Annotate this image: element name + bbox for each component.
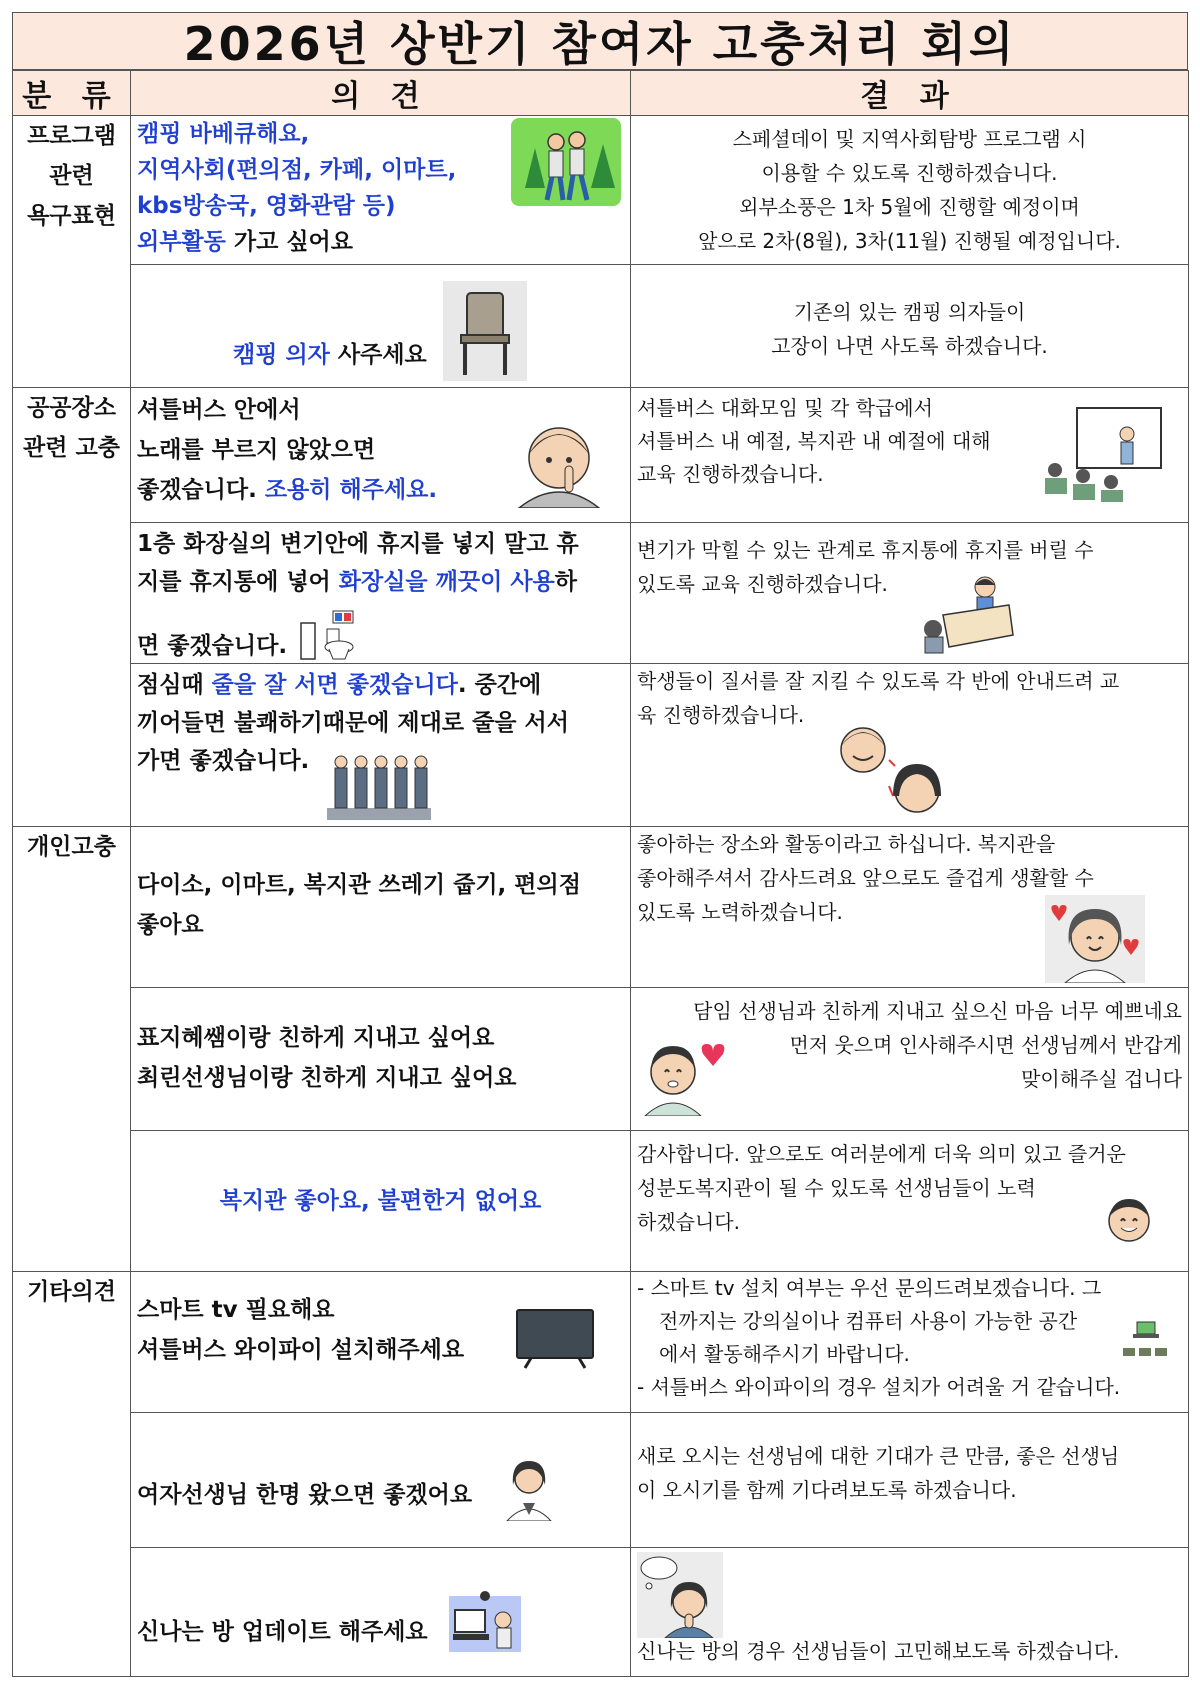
result-line: 먼저 웃으며 인사해주시면 선생님께서 반갑게 (789, 1033, 1182, 1057)
result-cell (631, 1272, 1189, 1413)
opinion-cell (131, 1413, 631, 1548)
opinion-line: 면 좋겠습니다. (137, 633, 288, 659)
result-line: 전까지는 강의실이나 컴퓨터 사용이 가능한 공간 (659, 1309, 1078, 1333)
table-row (13, 388, 1189, 523)
opinion-cell (131, 1131, 631, 1272)
table-row (13, 523, 1189, 664)
result-line: 신나는 방의 경우 선생님들이 고민해보도록 하겠습니다. (637, 1639, 1120, 1663)
result-cell (631, 388, 1189, 523)
result-line: 에서 활동해주시기 바랍니다. (659, 1342, 910, 1366)
opinion-line: 지역사회(편의점, 카페, 이마트, (137, 157, 457, 183)
opinion-text: 좋겠습니다. (137, 477, 265, 503)
table-row (13, 1413, 1189, 1548)
header-result: 결 과 (631, 71, 1189, 116)
result-cell (631, 523, 1189, 664)
category-line: 욕구표현 (27, 203, 116, 229)
smiling-woman-hearts-icon (1045, 895, 1145, 983)
opinion-line: 스마트 tv 필요해요 (137, 1297, 335, 1323)
opinion-line: 복지관 좋아요, 불편한거 없어요 (219, 1188, 542, 1214)
opinion-line (137, 563, 624, 601)
classroom-icon (1041, 406, 1163, 502)
opinion-line (137, 666, 624, 704)
result-line: 학생들이 질서를 잘 지킬 수 있도록 각 반에 안내드려 교 (637, 669, 1120, 693)
result-line: 스페셜데이 및 지역사회탐방 프로그램 시 (732, 127, 1087, 151)
result-line: - 스마트 tv 설치 여부는 우선 문의드려보겠습니다. 그 (637, 1276, 1102, 1300)
talking-people-icon (837, 724, 947, 820)
opinion-text: 사주세요 (329, 342, 427, 368)
opinion-text: 가고 싶어요 (225, 229, 353, 255)
header-category: 분 류 (13, 71, 131, 116)
header-opinion: 의 견 (131, 71, 631, 116)
opinion-cell (131, 1548, 631, 1677)
result-cell (631, 116, 1189, 265)
result-line: 감사합니다. 앞으로도 여러분에게 더욱 의미 있고 즐거운 (637, 1142, 1126, 1166)
quiet-person-icon (509, 416, 609, 508)
table-row (13, 1548, 1189, 1677)
category-program (13, 116, 131, 388)
result-line: 외부소풍은 1차 5월에 진행할 예정이며 (739, 195, 1080, 219)
tv-icon (515, 1308, 595, 1370)
result-line: 담임 선생님과 친하게 지내고 싶으신 마음 너무 예쁘네요 (693, 999, 1182, 1023)
opinion-emphasis: 화장실을 깨끗이 사용 (338, 569, 555, 595)
computer-room-icon (1121, 1320, 1171, 1360)
result-line: 맞이해주실 겁니다 (1021, 1067, 1182, 1091)
smiling-face-icon (1105, 1195, 1153, 1243)
opinion-emphasis: 캠핑 의자 (233, 342, 330, 368)
table-row (13, 1272, 1189, 1413)
result-line: 좋아해주셔서 감사드려요 앞으로도 즐겁게 생활할 수 (637, 866, 1094, 890)
opinion-text: 점심때 (137, 672, 212, 698)
opinion-cell (131, 116, 631, 265)
opinion-cell (131, 827, 631, 988)
result-cell (631, 1413, 1189, 1548)
result-line: 고장이 나면 사도록 하겠습니다. (771, 334, 1048, 358)
hikers-icon (511, 118, 621, 206)
result-line: 새로 오시는 선생님에 대한 기대가 큰 만큼, 좋은 선생님 (637, 1444, 1120, 1468)
queue-icon (327, 754, 431, 820)
grievance-table (12, 70, 1189, 1677)
page-title: 2026년 상반기 참여자 고충처리 회의 (12, 12, 1188, 70)
result-cell (631, 827, 1189, 988)
table-row (13, 265, 1189, 388)
result-line: 앞으로 2차(8월), 3차(11월) 진행될 예정입니다. (698, 229, 1121, 253)
chair-icon (443, 281, 527, 381)
result-line: 셔틀버스 내 예절, 복지관 내 예절에 대해 (637, 429, 991, 453)
opinion-cell (131, 1272, 631, 1413)
category-personal: 개인고충 (13, 827, 131, 1272)
table-row (13, 827, 1189, 988)
opinion-line: 최린선생님이랑 친하게 지내고 싶어요 (137, 1065, 517, 1091)
result-line: 성분도복지관이 될 수 있도록 선생님들이 노력 (637, 1176, 1036, 1200)
result-line: 교육 진행하겠습니다. (637, 462, 824, 486)
result-line: 기존의 있는 캠핑 의자들이 (793, 300, 1026, 324)
opinion-line: 셔틀버스 와이파이 설치해주세요 (137, 1337, 465, 1363)
category-line: 관련 (49, 163, 94, 189)
opinion-line: 가면 좋겠습니다. (137, 748, 310, 774)
result-cell (631, 265, 1189, 388)
opinion-text: 지를 휴지통에 넣어 (137, 569, 339, 595)
opinion-cell (131, 664, 631, 827)
opinion-line: 끼어들면 불쾌하기때문에 제대로 줄을 서서 (137, 710, 569, 736)
result-line: 셔틀버스 대화모임 및 각 학급에서 (637, 396, 933, 420)
result-line: 있도록 노력하겠습니다. (637, 900, 843, 924)
opinion-emphasis: 줄을 잘 서면 좋겠습니다 (211, 672, 458, 698)
opinion-cell (131, 388, 631, 523)
result-cell (631, 988, 1189, 1131)
opinion-cell (131, 523, 631, 664)
table-row (13, 116, 1189, 265)
meeting-icon (921, 575, 1015, 655)
result-line: 변기가 막힐 수 있는 관계로 휴지통에 휴지를 버릴 수 (637, 538, 1094, 562)
happy-person-heart-icon (639, 1032, 735, 1116)
result-cell (631, 1548, 1189, 1677)
opinion-line: 캠핑 바베큐해요, (137, 121, 310, 147)
result-cell (631, 1131, 1189, 1272)
female-teacher-icon (503, 1455, 555, 1521)
opinion-line: 좋아요 (137, 912, 204, 938)
result-line: 육 진행하겠습니다. (637, 703, 805, 727)
opinion-text: 하 (554, 569, 577, 595)
result-line: 하겠습니다. (637, 1210, 740, 1234)
opinion-line: 다이소, 이마트, 복지관 쓰레기 줍기, 편의점 (137, 872, 581, 898)
opinion-text: . 중간에 (457, 672, 542, 698)
toilet-icon (299, 609, 357, 661)
opinion-line: 1층 화장실의 변기안에 휴지를 넣지 말고 휴 (137, 531, 579, 557)
opinion-line: 표지혜쌤이랑 친하게 지내고 싶어요 (137, 1025, 495, 1051)
result-cell (631, 664, 1189, 827)
result-line: 이용할 수 있도록 진행하겠습니다. (761, 161, 1058, 185)
opinion-line (137, 224, 624, 260)
table-row (13, 988, 1189, 1131)
category-line: 프로그램 (27, 123, 116, 149)
opinion-cell (131, 988, 631, 1131)
opinion-line: 신나는 방 업데이트 해주세요 (137, 1619, 428, 1645)
header-row (13, 71, 1189, 116)
category-line: 관련 고충 (23, 435, 120, 461)
opinion-line: 셔틀버스 안에서 (137, 397, 301, 423)
table-row (13, 1131, 1189, 1272)
opinion-emphasis: 외부활동 (137, 229, 226, 255)
category-public (13, 388, 131, 827)
result-line: 좋아하는 장소와 활동이라고 하십니다. 복지관을 (637, 832, 1056, 856)
opinion-cell (131, 265, 631, 388)
result-line: - 셔틀버스 와이파이의 경우 설치가 어려울 거 같습니다. (637, 1375, 1121, 1399)
opinion-line: 노래를 부르지 않았으면 (137, 437, 376, 463)
result-line: 이 오시기를 함께 기다려보도록 하겠습니다. (637, 1478, 1017, 1502)
result-line: 있도록 교육 진행하겠습니다. (637, 572, 888, 596)
karaoke-room-icon (449, 1590, 521, 1652)
category-line: 공공장소 (27, 395, 116, 421)
opinion-line: 여자선생님 한명 왔으면 좋겠어요 (137, 1482, 473, 1508)
opinion-emphasis: 조용히 해주세요. (264, 477, 438, 503)
table-row (13, 664, 1189, 827)
category-other: 기타의견 (13, 1272, 131, 1677)
opinion-line: kbs방송국, 영화관람 등) (137, 193, 396, 219)
thinking-woman-icon (637, 1552, 723, 1638)
